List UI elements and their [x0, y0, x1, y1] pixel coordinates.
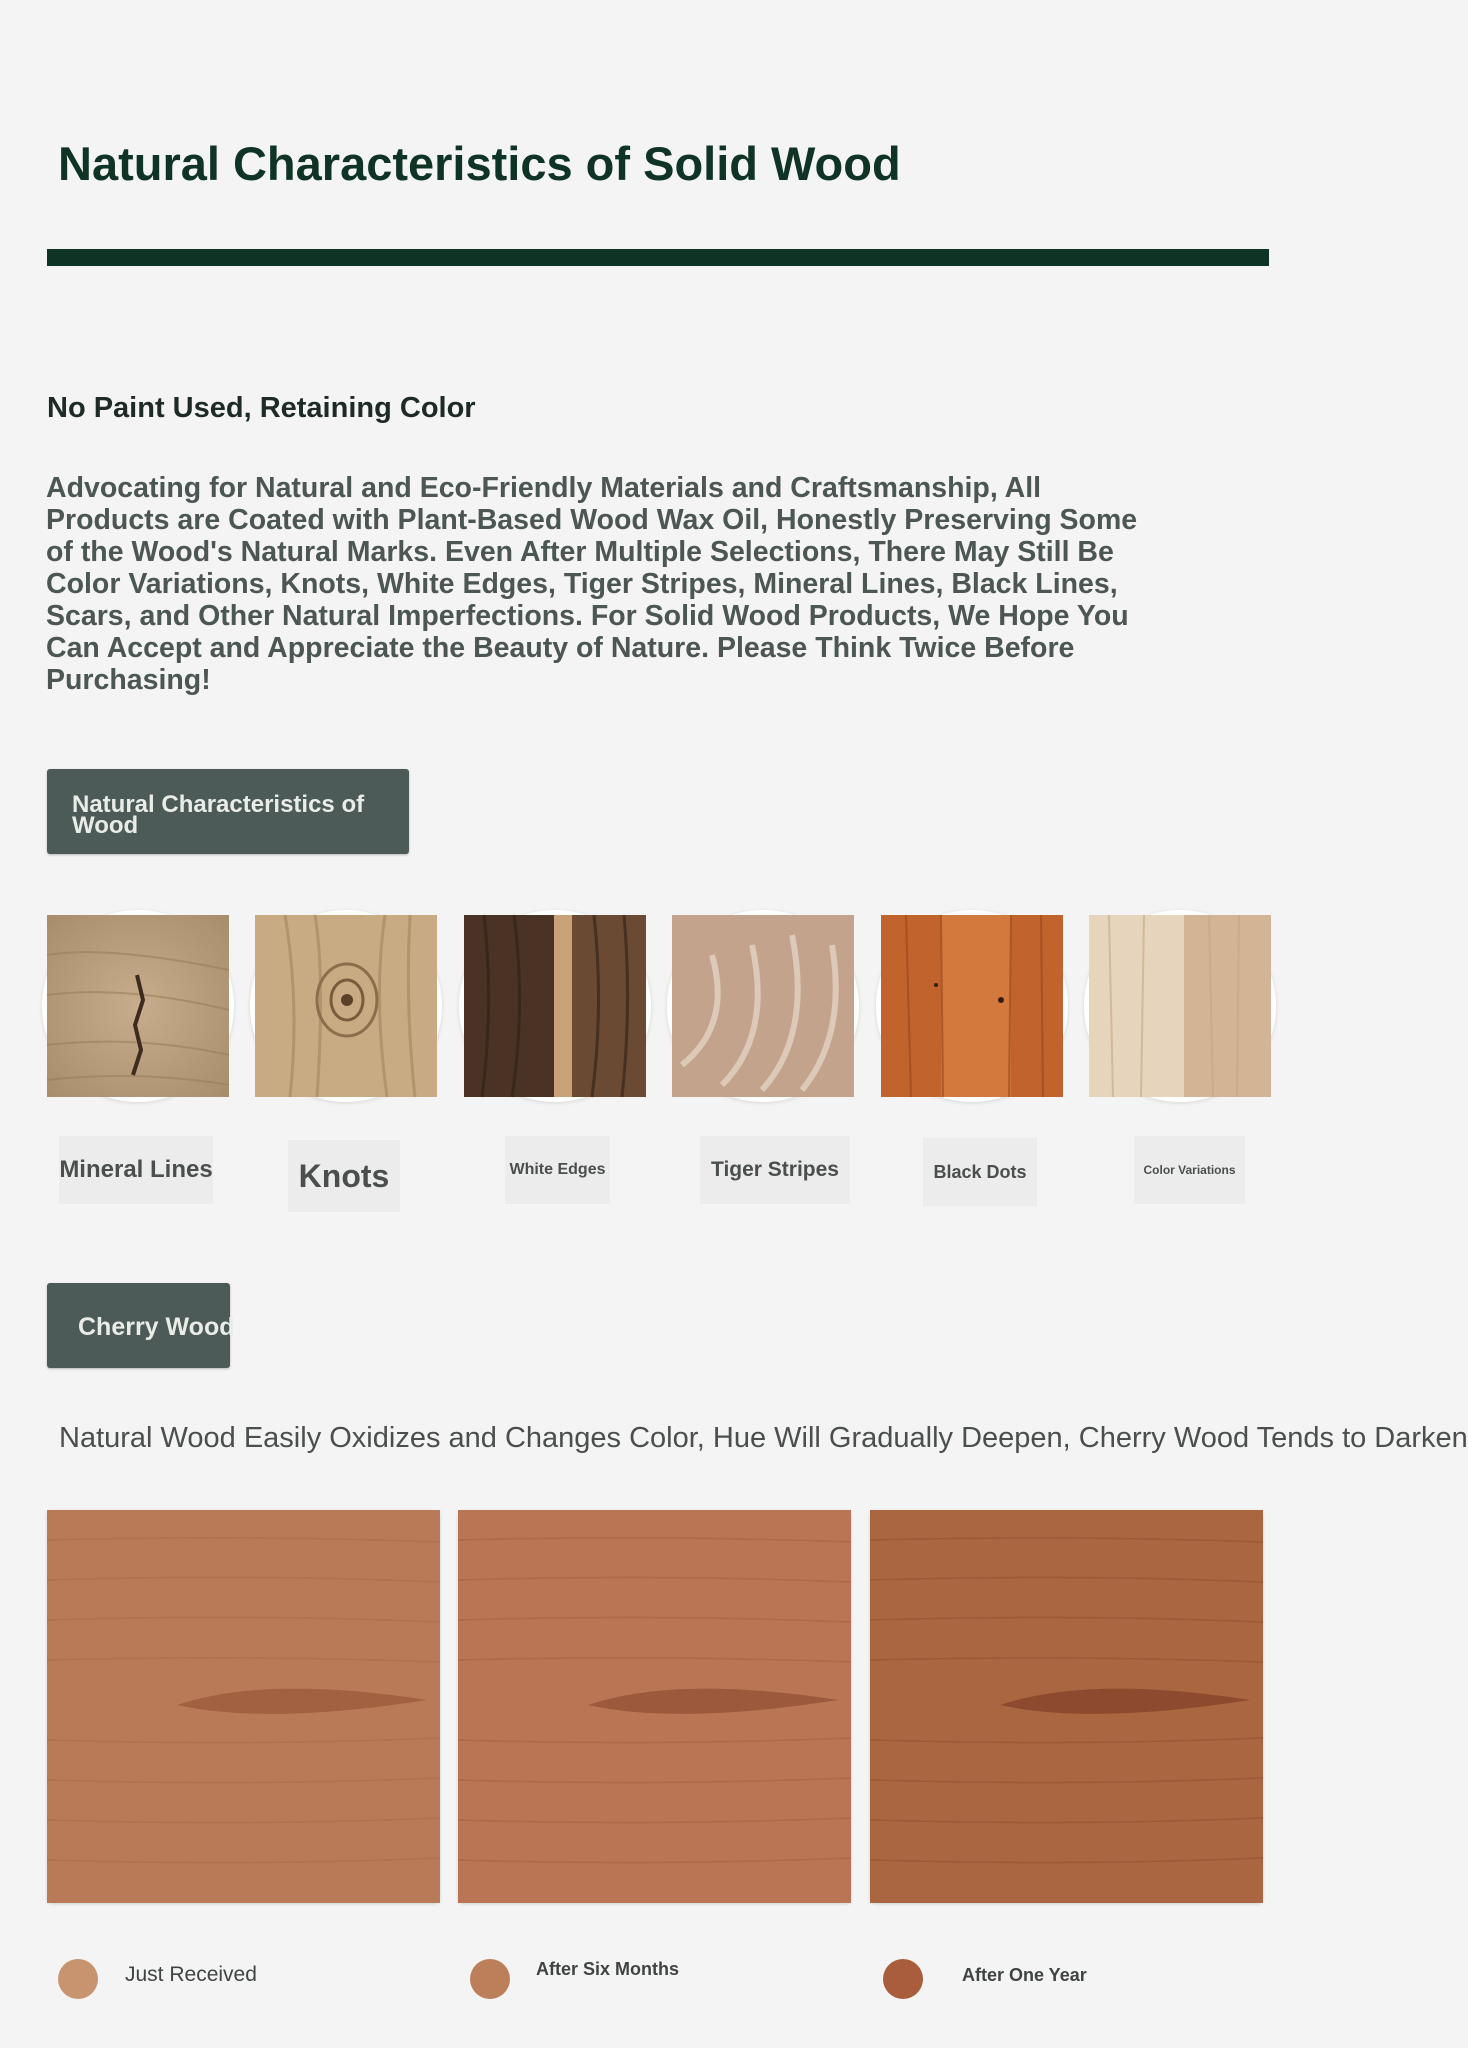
mineral-lines-wood-swatch: [42, 910, 234, 1102]
just-received-color-dot: [58, 1959, 98, 1999]
white-edges-wood-swatch: [459, 910, 651, 1102]
after-one-year-label: After One Year: [962, 1965, 1087, 1985]
characteristics-tag: [47, 769, 409, 854]
title-divider: [47, 249, 1269, 266]
characteristics-tag-label: Natural Characteristics of Wood: [72, 791, 365, 839]
color-variations-wood-swatch: [1084, 910, 1276, 1102]
page-title: Natural Characteristics of Solid Wood: [58, 137, 901, 190]
characteristic-label-tiger-stripes: Tiger Stripes: [700, 1136, 850, 1204]
after-six-months-label: After Six Months: [536, 1959, 680, 1979]
characteristic-label-color-variations: Color Variations: [1134, 1136, 1245, 1204]
intro-paragraph: Advocating for Natural and Eco-Friendly Materials and Craftsmanship, All Products are Coated with Plant-Based Wood Wax Oil, Honestly Preserving Some of the Wood's Natural Marks. Even After Multiple Selections, There May Still Be Color Variations, Knots, White Edges, Tiger Stripes, Mineral Lines, Black Lines, Scars, and Other Natural Imperfections. For Solid Wood Products, We Hope You Can Accept and Appreciate the Beauty of Nature. Please Think Twice Before Purchasing!: [46, 472, 1138, 696]
section-subtitle: No Paint Used, Retaining Color: [47, 392, 476, 424]
black-dots-wood-swatch: [876, 910, 1068, 1102]
just-received-wood-panel: [47, 1510, 440, 1903]
after-one-year-wood-panel: [870, 1510, 1263, 1903]
after-six-months-wood-panel: [458, 1510, 851, 1903]
characteristic-label-white-edges: White Edges: [505, 1136, 610, 1204]
knots-wood-swatch: [250, 910, 442, 1102]
just-received-label: Just Received: [125, 1963, 257, 1986]
cherry-wood-tag-label: Cherry Wood: [78, 1313, 235, 1341]
cherry-wood-tag: [47, 1283, 235, 1368]
oxidation-note: Natural Wood Easily Oxidizes and Changes Color, Hue Will Gradually Deepen, Cherry Wood Tends to Darken: [59, 1422, 1468, 1454]
characteristic-label-mineral-lines: Mineral Lines: [59, 1136, 213, 1204]
tiger-stripes-wood-swatch: [667, 910, 859, 1102]
characteristic-label-knots: Knots: [288, 1140, 400, 1212]
after-six-months-color-dot: [470, 1959, 510, 1999]
characteristic-label-black-dots: Black Dots: [923, 1138, 1037, 1206]
after-one-year-color-dot: [883, 1959, 923, 1999]
